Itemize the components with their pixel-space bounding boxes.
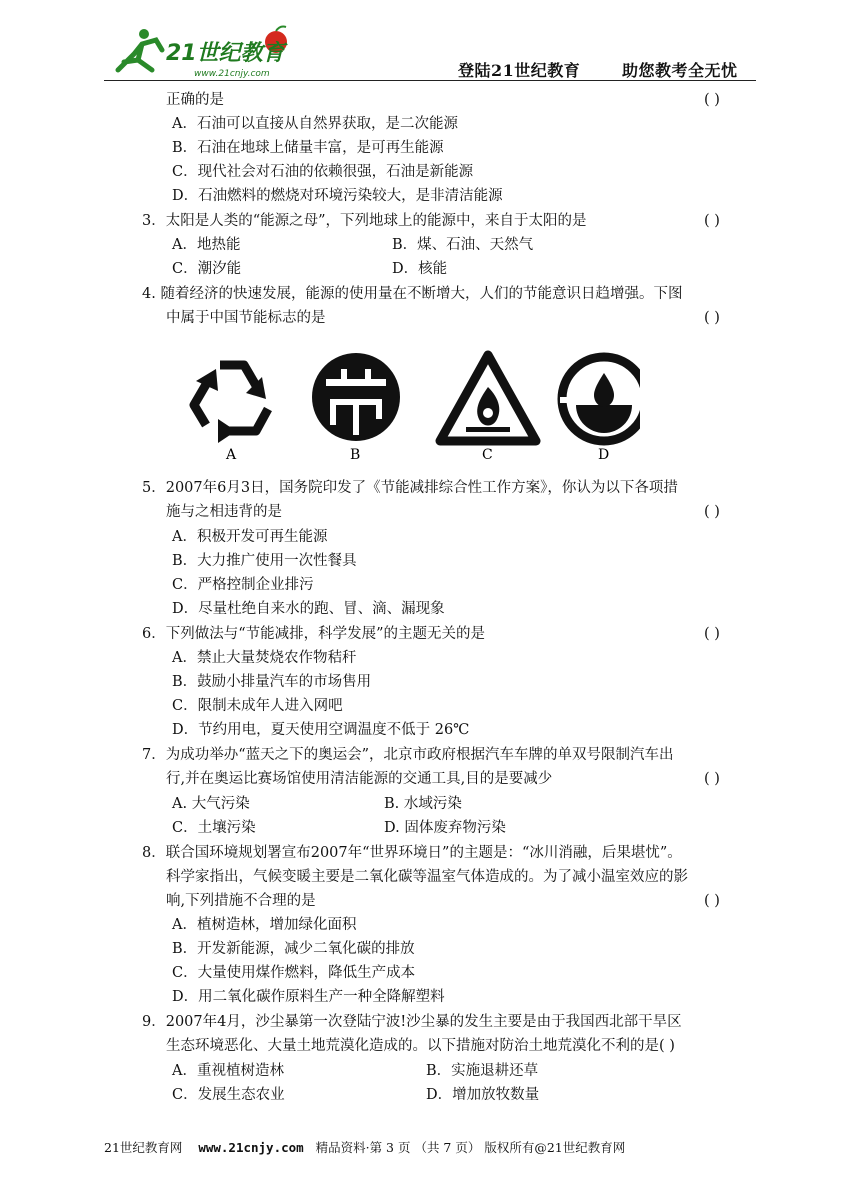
china-energy-saving-icon bbox=[312, 353, 400, 441]
header-slogan-left: 登陆21世纪教育 bbox=[458, 61, 581, 80]
water-saving-icon bbox=[560, 357, 640, 441]
q8-stem-line1: 8．联合国环境规划署宣布2007年“世界环境日”的主题是：“冰川消融，后果堪忧”。 bbox=[142, 845, 682, 861]
logo-url: www.21cnjy.com bbox=[194, 69, 270, 79]
q6-option-b: B．鼓励小排量汽车的市场售用 bbox=[172, 674, 372, 690]
q7-option-a: A. 大气污染 bbox=[172, 796, 250, 812]
q7-option-d: D. 固体废弃物污染 bbox=[384, 820, 506, 836]
figure-label-d: D bbox=[598, 447, 610, 463]
q2-option-d: D．石油燃料的燃烧对环境污染较大，是非清洁能源 bbox=[172, 188, 503, 204]
q5-answer-paren: ( ) bbox=[704, 504, 720, 520]
q7-stem-line1: 7．为成功举办“蓝天之下的奥运会”，北京市政府根据汽车车牌的单双号限制汽车出 bbox=[142, 747, 674, 763]
q9-stem-line1: 9．2007年4月，沙尘暴第一次登陆宁波!沙尘暴的发生主要是由于我国西北部干旱区 bbox=[142, 1014, 682, 1030]
q8-option-b: B．开发新能源，减少二氧化碳的排放 bbox=[172, 941, 415, 957]
q6-option-a: A．禁止大量焚烧农作物秸秆 bbox=[172, 650, 357, 666]
q3-option-c: C．潮汐能 bbox=[172, 261, 242, 277]
q3-stem: 3．太阳是人类的“能源之母”，下列地球上的能源中，来自于太阳的是 bbox=[142, 213, 587, 229]
q2-option-c: C．现代社会对石油的依赖很强，石油是新能源 bbox=[172, 164, 474, 180]
q4-stem-line1: 4. 随着经济的快速发展，能源的使用量在不断增大，人们的节能意识日趋增强。下图 bbox=[142, 286, 683, 302]
flammable-warning-icon bbox=[440, 355, 536, 441]
q3-option-b: B．煤、石油、天然气 bbox=[392, 237, 534, 253]
figure-label-c: C bbox=[482, 447, 493, 463]
q2-stem-tail: 正确的是 bbox=[166, 92, 224, 108]
q3-option-a: A．地热能 bbox=[172, 237, 241, 253]
q3-option-d: D．核能 bbox=[392, 261, 448, 277]
q6-option-d: D．节约用电，夏天使用空调温度不低于 26℃ bbox=[172, 722, 470, 738]
page-footer bbox=[104, 1138, 625, 1156]
q9-option-c: C．发展生态农业 bbox=[172, 1087, 285, 1103]
q9-option-d: D．增加放牧数量 bbox=[426, 1087, 540, 1103]
q6-answer-paren: ( ) bbox=[704, 626, 720, 642]
recycle-icon bbox=[194, 365, 268, 443]
q8-stem-line2: 科学家指出，气候变暖主要是二氧化碳等温室气体造成的。为了减小温室效应的影 bbox=[166, 869, 688, 885]
q4-stem-line2: 中属于中国节能标志的是 bbox=[166, 310, 326, 326]
q5-stem-line2: 施与之相违背的是 bbox=[166, 504, 282, 520]
q7-option-c: C．土壤污染 bbox=[172, 820, 256, 836]
q2-answer-paren: ( ) bbox=[704, 92, 720, 108]
q2-option-b: B．石油在地球上储量丰富，是可再生能源 bbox=[172, 140, 444, 156]
q2-option-a: A．石油可以直接从自然界获取，是二次能源 bbox=[172, 116, 458, 132]
q7-option-b: B. 水域污染 bbox=[384, 796, 462, 812]
header-slogan-right: 助您教考全无忧 bbox=[622, 61, 738, 80]
q6-stem: 6．下列做法与“节能减排，科学发展”的主题无关的是 bbox=[142, 626, 486, 642]
q9-option-b: B．实施退耕还草 bbox=[426, 1063, 539, 1079]
q8-stem-line3: 响,下列措施不合理的是 bbox=[166, 893, 316, 909]
q5-option-a: A．积极开发可再生能源 bbox=[172, 529, 328, 545]
q5-option-d: D．尽量杜绝自来水的跑、冒、滴、漏现象 bbox=[172, 601, 445, 617]
q8-option-d: D．用二氧化碳作原料生产一种全降解塑料 bbox=[172, 989, 445, 1005]
q7-stem-line2: 行,并在奥运比赛场馆使用清洁能源的交通工具,目的是要减少 bbox=[166, 771, 553, 787]
q5-option-c: C．严格控制企业排污 bbox=[172, 577, 314, 593]
q9-stem-line2: 生态环境恶化、大量土地荒漠化造成的。以下措施对防治土地荒漠化不利的是( ) bbox=[166, 1038, 675, 1054]
figure-label-b: B bbox=[350, 447, 361, 463]
q4-answer-paren: ( ) bbox=[704, 310, 720, 326]
q5-stem-line1: 5．2007年6月3日，国务院印发了《节能减排综合性工作方案》，你认为以下各项措 bbox=[142, 480, 678, 496]
footer-site: 21世纪教育网 bbox=[104, 1140, 183, 1155]
q5-option-b: B．大力推广使用一次性餐具 bbox=[172, 553, 357, 569]
q8-option-a: A．植树造林，增加绿化面积 bbox=[172, 917, 357, 933]
q4-energy-symbols-figure bbox=[180, 345, 640, 470]
q3-answer-paren: ( ) bbox=[704, 213, 720, 229]
q7-answer-paren: ( ) bbox=[704, 771, 720, 787]
footer-info: 精品资料·第 3 页 （共 7 页） 版权所有@21世纪教育网 bbox=[315, 1140, 626, 1155]
site-logo bbox=[108, 24, 308, 80]
header-divider bbox=[104, 80, 756, 81]
logo-text: 21世纪教育 bbox=[166, 41, 285, 66]
q8-option-c: C．大量使用煤作燃料，降低生产成本 bbox=[172, 965, 416, 981]
figure-label-a: A bbox=[226, 447, 237, 463]
footer-url[interactable]: www.21cnjy.com bbox=[198, 1140, 304, 1155]
q9-option-a: A．重视植树造林 bbox=[172, 1063, 284, 1079]
q6-option-c: C．限制未成年人进入网吧 bbox=[172, 698, 343, 714]
runner-icon bbox=[118, 29, 162, 70]
q8-answer-paren: ( ) bbox=[704, 893, 720, 909]
